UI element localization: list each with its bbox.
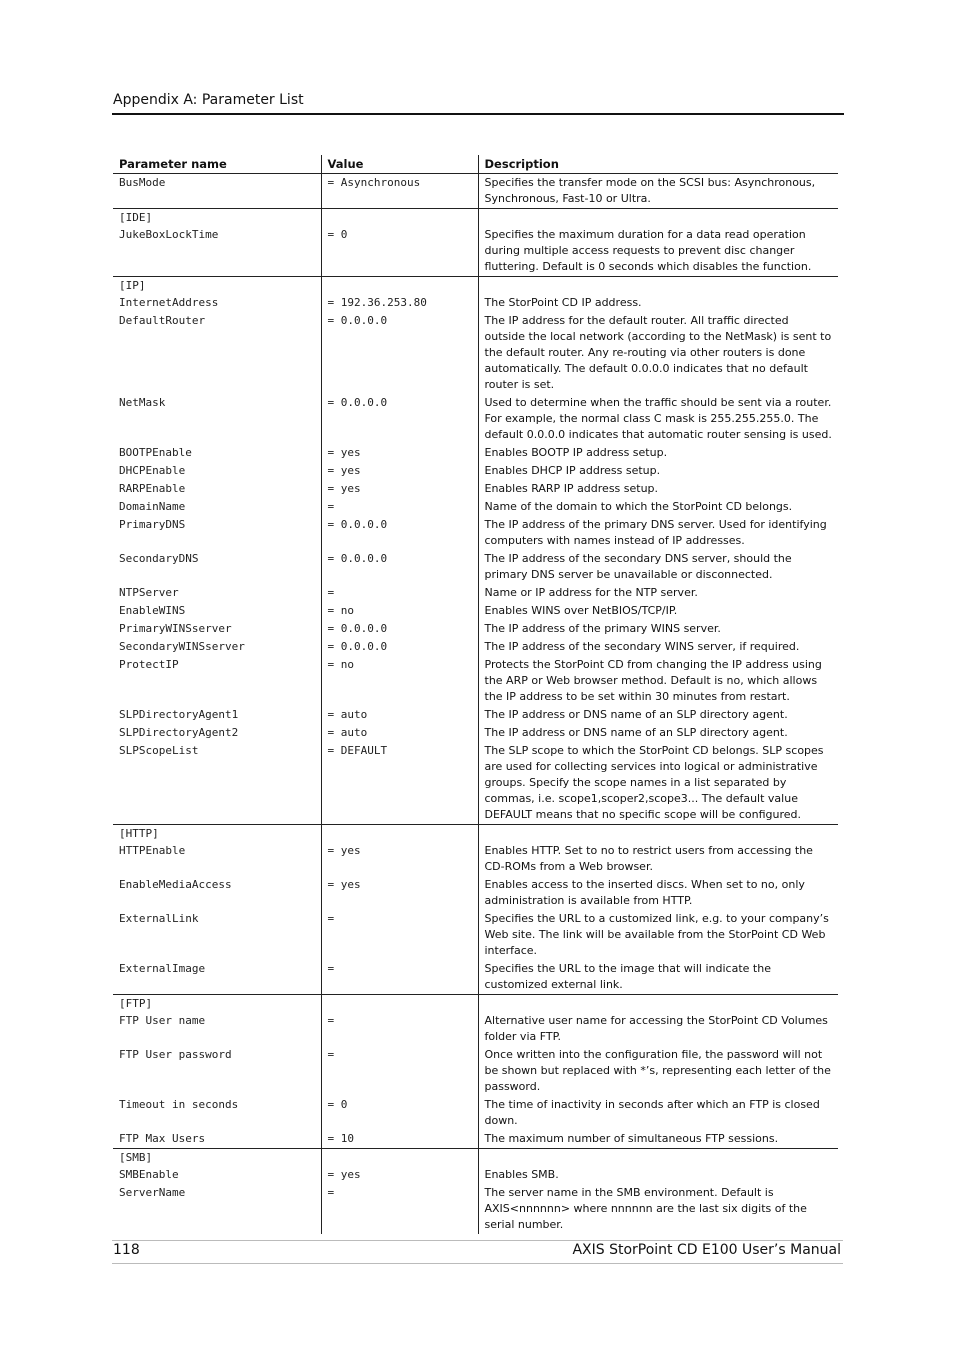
parameter-description: Enables BOOTP IP address setup.	[478, 444, 838, 462]
parameter-value: = 0.0.0.0	[321, 312, 478, 394]
table-row	[113, 638, 838, 656]
parameter-description: Protects the StorPoint CD from changing the IP address using the ARP or Web browser method. Default is no, which allows the IP address to be set within 30 minutes from restart.	[478, 656, 838, 706]
parameter-value: = yes	[321, 462, 478, 480]
section-description-cell	[478, 277, 838, 295]
parameter-name: ServerName	[119, 1186, 186, 1199]
parameter-name: ExternalLink	[119, 912, 199, 925]
parameter-name: SLPDirectoryAgent1	[119, 708, 239, 721]
parameter-value: = Asynchronous	[321, 174, 478, 209]
footer-rule	[112, 1240, 843, 1241]
parameter-value: = auto	[321, 724, 478, 742]
table-row	[113, 620, 838, 638]
table-row	[113, 724, 838, 742]
table-row	[113, 498, 838, 516]
parameter-value: = 0.0.0.0	[321, 516, 478, 550]
parameter-name: DomainName	[119, 500, 186, 513]
column-header-parameter-name: Parameter name	[113, 155, 321, 174]
parameter-name: SecondaryDNS	[119, 552, 199, 565]
parameter-name: SLPDirectoryAgent2	[119, 726, 239, 739]
parameter-description: The IP address or DNS name of an SLP directory agent.	[478, 724, 838, 742]
parameter-name: BusMode	[113, 174, 321, 209]
parameter-value: = no	[321, 602, 478, 620]
parameter-description: Specifies the URL to a customized link, e.g. to your company’s Web site. The link will be available from the StorPoint CD Web interface.	[478, 910, 838, 960]
table-row	[113, 1130, 838, 1149]
header-rule	[112, 113, 844, 115]
table-row	[113, 444, 838, 462]
parameter-description: Name of the domain to which the StorPoint CD belongs.	[478, 498, 838, 516]
parameter-name: SLPScopeList	[113, 742, 321, 825]
parameter-description: Enables WINS over NetBIOS/TCP/IP.	[478, 602, 838, 620]
table-row	[113, 174, 838, 209]
table-row	[113, 656, 838, 706]
parameter-value: = yes	[321, 480, 478, 498]
parameter-value: = 0.0.0.0	[321, 620, 478, 638]
section-row	[113, 277, 838, 295]
table-row	[113, 516, 838, 550]
parameter-value: = yes	[321, 1166, 478, 1184]
parameter-name: ProtectIP	[119, 658, 179, 671]
table-row	[113, 394, 838, 444]
table-row	[113, 550, 838, 584]
parameter-value: =	[321, 1184, 478, 1234]
manual-title: AXIS StorPoint CD E100 User’s Manual	[572, 1242, 841, 1258]
parameter-value: = 0.0.0.0	[321, 638, 478, 656]
table-row	[113, 1166, 838, 1184]
running-header: Appendix A: Parameter List	[113, 92, 304, 108]
parameter-value: =	[321, 498, 478, 516]
parameter-name: RARPEnable	[119, 482, 186, 495]
table-row	[113, 742, 838, 825]
section-label: [IDE]	[119, 211, 153, 224]
table-row	[113, 842, 838, 876]
parameter-name: SecondaryWINSserver	[119, 640, 245, 653]
parameter-description: The IP address of the primary WINS server.	[478, 620, 838, 638]
parameter-description: The StorPoint CD IP address.	[478, 294, 838, 312]
section-row	[113, 1149, 838, 1167]
parameter-description: The IP address for the default router. All traffic directed outside the local network (according to the NetMask) is sent to the default router. Any re-routing via other routers is done automatically. The default 0.0.0.0 indicates that no default router is set.	[478, 312, 838, 394]
parameter-name: Timeout in seconds	[119, 1098, 239, 1111]
column-header-value: Value	[321, 155, 478, 174]
table-row	[113, 1096, 838, 1130]
section-label: [FTP]	[119, 997, 153, 1010]
parameter-value: =	[321, 1046, 478, 1096]
parameter-value: =	[321, 584, 478, 602]
column-header-description: Description	[478, 155, 838, 174]
table-row	[113, 960, 838, 995]
parameter-description: The IP address of the secondary WINS server, if required.	[478, 638, 838, 656]
parameter-name: SMBEnable	[119, 1168, 179, 1181]
table-row	[113, 1012, 838, 1046]
table-row	[113, 462, 838, 480]
parameter-name: ExternalImage	[113, 960, 321, 995]
parameter-value: =	[321, 910, 478, 960]
section-description-cell	[478, 209, 838, 227]
parameter-description: Alternative user name for accessing the StorPoint CD Volumes folder via FTP.	[478, 1012, 838, 1046]
parameter-name: HTTPEnable	[119, 844, 186, 857]
parameter-value: = 0.0.0.0	[321, 394, 478, 444]
parameter-name: NetMask	[119, 396, 166, 409]
section-value-cell	[321, 825, 478, 843]
parameter-description: The IP address or DNS name of an SLP directory agent.	[478, 706, 838, 724]
parameter-value: =	[321, 1012, 478, 1046]
parameter-description: The IP address of the secondary DNS server, should the primary DNS server be unavailable or disconnected.	[478, 550, 838, 584]
parameter-value: = 0	[321, 1096, 478, 1130]
section-value-cell	[321, 995, 478, 1013]
table-row	[113, 312, 838, 394]
section-label: [SMB]	[119, 1151, 153, 1164]
parameter-name: BOOTPEnable	[119, 446, 192, 459]
section-label: [IP]	[119, 279, 146, 292]
parameter-description: The time of inactivity in seconds after which an FTP is closed down.	[478, 1096, 838, 1130]
page-number: 118	[113, 1242, 140, 1258]
parameter-description: Specifies the maximum duration for a data read operation during multiple access requests to prevent disc changer fluttering. Default is 0 seconds which disables the function.	[478, 226, 838, 277]
parameter-value: = 192.36.253.80	[321, 294, 478, 312]
parameter-name: DefaultRouter	[119, 314, 206, 327]
table-row	[113, 294, 838, 312]
section-description-cell	[478, 995, 838, 1013]
parameter-value: = yes	[321, 876, 478, 910]
parameter-description: Enables RARP IP address setup.	[478, 480, 838, 498]
table-row	[113, 876, 838, 910]
parameter-description: The SLP scope to which the StorPoint CD belongs. SLP scopes are used for collecting services into logical or administrative groups. Specify the scope names in a list separated by commas, i.e. scope1,scoper2,scope3... The default value DEFAULT means that no specific scope will be configured.	[478, 742, 838, 825]
section-value-cell	[321, 1149, 478, 1167]
table-row	[113, 706, 838, 724]
parameter-value: =	[321, 960, 478, 995]
footer-rule-bottom	[112, 1263, 843, 1264]
parameter-description: Specifies the URL to the image that will indicate the customized external link.	[478, 960, 838, 995]
section-value-cell	[321, 277, 478, 295]
parameter-description: Enables DHCP IP address setup.	[478, 462, 838, 480]
table-row	[113, 910, 838, 960]
table-header-row	[113, 155, 838, 174]
parameter-description: The IP address of the primary DNS server. Used for identifying computers with names instead of IP addresses.	[478, 516, 838, 550]
parameter-value: = 0	[321, 226, 478, 277]
parameter-description: Used to determine when the traffic should be sent via a router. For example, the normal class C mask is 255.255.255.0. The default 0.0.0.0 indicates that automatic router sensing is used.	[478, 394, 838, 444]
table-row	[113, 1184, 838, 1234]
parameter-name: DHCPEnable	[119, 464, 186, 477]
parameter-value: = 10	[321, 1130, 478, 1149]
parameter-name: PrimaryDNS	[119, 518, 186, 531]
parameter-description: Once written into the configuration file, the password will not be shown but replaced with *’s, representing each letter of the password.	[478, 1046, 838, 1096]
parameter-name: PrimaryWINSserver	[119, 622, 232, 635]
parameter-name: FTP Max Users	[113, 1130, 321, 1149]
section-description-cell	[478, 1149, 838, 1167]
parameter-description: Specifies the transfer mode on the SCSI bus: Asynchronous, Synchronous, Fast-10 or Ultra.	[478, 174, 838, 209]
table-body	[113, 174, 838, 1235]
table-row	[113, 1046, 838, 1096]
section-row	[113, 209, 838, 227]
table-row	[113, 584, 838, 602]
parameter-name: EnableMediaAccess	[119, 878, 232, 891]
parameter-name: FTP User name	[119, 1014, 206, 1027]
parameter-description: Enables access to the inserted discs. When set to no, only administration is available from HTTP.	[478, 876, 838, 910]
parameter-description: Enables SMB.	[478, 1166, 838, 1184]
parameter-description: The maximum number of simultaneous FTP sessions.	[478, 1130, 838, 1149]
section-value-cell	[321, 209, 478, 227]
parameter-table	[113, 155, 838, 1234]
parameter-name: InternetAddress	[119, 296, 219, 309]
section-label: [HTTP]	[119, 827, 159, 840]
table-row	[113, 226, 838, 277]
parameter-name: FTP User password	[119, 1048, 232, 1061]
parameter-description: The server name in the SMB environment. Default is AXIS<nnnnnn> where nnnnnn are the last six digits of the serial number.	[478, 1184, 838, 1234]
section-row	[113, 995, 838, 1013]
section-description-cell	[478, 825, 838, 843]
table-row	[113, 602, 838, 620]
parameter-value: = yes	[321, 842, 478, 876]
parameter-description: Enables HTTP. Set to no to restrict users from accessing the CD-ROMs from a Web browser.	[478, 842, 838, 876]
section-row	[113, 825, 838, 843]
parameter-value: = auto	[321, 706, 478, 724]
parameter-value: = DEFAULT	[321, 742, 478, 825]
parameter-value: = 0.0.0.0	[321, 550, 478, 584]
parameter-description: Name or IP address for the NTP server.	[478, 584, 838, 602]
parameter-name: EnableWINS	[119, 604, 186, 617]
parameter-value: = yes	[321, 444, 478, 462]
parameter-value: = no	[321, 656, 478, 706]
parameter-name: JukeBoxLockTime	[113, 226, 321, 277]
parameter-name: NTPServer	[119, 586, 179, 599]
table-row	[113, 480, 838, 498]
